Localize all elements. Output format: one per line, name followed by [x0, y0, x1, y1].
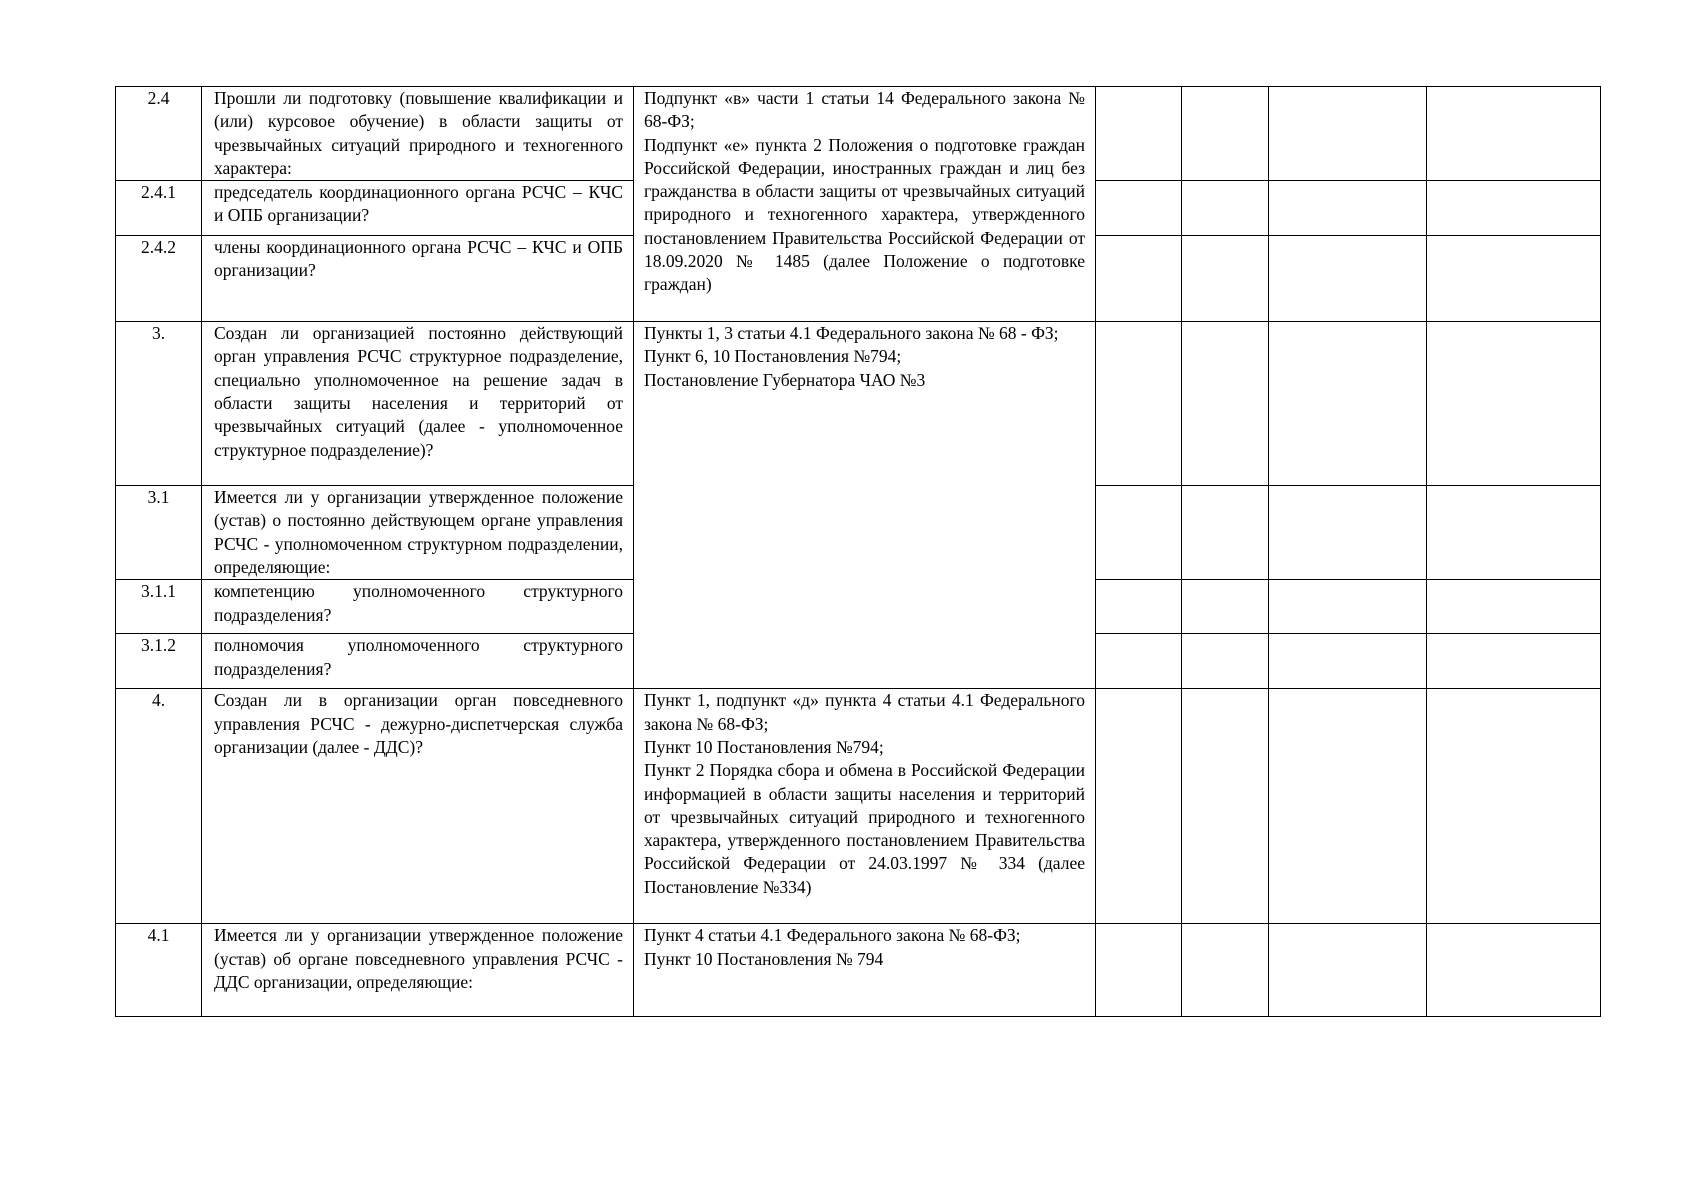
question-text: полномочия уполномоченного структурного подразделения? [202, 634, 634, 689]
question-text: председатель координационного органа РСЧС – КЧС и ОПБ организации? [202, 181, 634, 236]
reference-line: Постановление Губернатора ЧАО №3 [644, 369, 926, 390]
empty-cell [1427, 87, 1601, 181]
reference-line: Пункт 10 Постановления №794; [644, 736, 884, 757]
item-number: 3. [116, 322, 202, 486]
empty-cell [1427, 181, 1601, 236]
empty-cell [1096, 924, 1182, 1017]
empty-cell [1096, 87, 1182, 181]
empty-cell [1182, 181, 1269, 236]
reference-line: Подпункт «е» пункта 2 Положения о подготовке граждан Российской Федерации, иностранных граждан и лиц без гражданства в области защиты от чрезвычайных ситуаций природного и техногенного характера, утвержденного постановлением Правительства Российской Федерации от 18.09.2020 № 1485 (далее Положение о подготовке граждан) [644, 134, 1085, 295]
question-text: Имеется ли у организации утвержденное положение (устав) об органе повседневного управления РСЧС - ДДС организации, определяющие: [202, 924, 634, 1017]
question-text: Создан ли организацией постоянно действующий орган управления РСЧС структурное подразделение, специально уполномоченное на решение задач в области защиты населения и территорий от чрезвычайных ситуаций (далее - уполномоченное структурное подразделение)? [202, 322, 634, 486]
empty-cell [1427, 634, 1601, 689]
empty-cell [1269, 634, 1427, 689]
reference-line: Пункт 10 Постановления № 794 [644, 948, 884, 969]
question-text: члены координационного органа РСЧС – КЧС и ОПБ организации? [202, 236, 634, 322]
empty-cell [1269, 322, 1427, 486]
reference-line: Пункт 6, 10 Постановления №794; [644, 346, 902, 367]
empty-cell [1427, 236, 1601, 322]
empty-cell [1182, 236, 1269, 322]
empty-cell [1182, 322, 1269, 486]
empty-cell [1427, 580, 1601, 634]
empty-cell [1096, 689, 1182, 924]
item-number: 2.4.1 [116, 181, 202, 236]
empty-cell [1182, 634, 1269, 689]
empty-cell [1269, 580, 1427, 634]
reference-line: Пункт 4 статьи 4.1 Федерального закона № 68-ФЗ; [644, 925, 1021, 946]
item-number: 3.1 [116, 486, 202, 580]
legal-reference [634, 689, 1096, 924]
empty-cell [1096, 634, 1182, 689]
empty-cell [1182, 924, 1269, 1017]
empty-cell [1182, 486, 1269, 580]
table-row [116, 924, 1601, 1017]
empty-cell [1096, 181, 1182, 236]
empty-cell [1269, 486, 1427, 580]
reference-line: Пункт 1, подпункт «д» пункта 4 статьи 4.1 Федерального закона № 68-ФЗ; [644, 690, 1085, 734]
empty-cell [1269, 236, 1427, 322]
question-text: Прошли ли подготовку (повышение квалификации и (или) курсовое обучение) в области защиты от чрезвычайных ситуаций природного и техногенного характера: [202, 87, 634, 181]
table-row [116, 689, 1601, 924]
table-row [116, 87, 1601, 181]
question-text: Создан ли в организации орган повседневного управления РСЧС - дежурно-диспетчерская служба организации (далее - ДДС)? [202, 689, 634, 924]
empty-cell [1427, 322, 1601, 486]
empty-cell [1427, 689, 1601, 924]
empty-cell [1427, 924, 1601, 1017]
item-number: 2.4.2 [116, 236, 202, 322]
item-number: 4.1 [116, 924, 202, 1017]
empty-cell [1182, 580, 1269, 634]
legal-reference [634, 924, 1096, 1017]
empty-cell [1269, 689, 1427, 924]
item-number: 3.1.1 [116, 580, 202, 634]
empty-cell [1269, 87, 1427, 181]
item-number: 3.1.2 [116, 634, 202, 689]
empty-cell [1182, 689, 1269, 924]
reference-line: Подпункт «в» части 1 статьи 14 Федерального закона № 68-ФЗ; [644, 88, 1085, 132]
empty-cell [1269, 924, 1427, 1017]
empty-cell [1427, 486, 1601, 580]
reference-line: Пункты 1, 3 статьи 4.1 Федерального закона № 68 - ФЗ; [644, 323, 1059, 344]
empty-cell [1096, 322, 1182, 486]
legal-reference [634, 322, 1096, 689]
empty-cell [1096, 580, 1182, 634]
table-row [116, 322, 1601, 486]
empty-cell [1182, 87, 1269, 181]
question-text: компетенцию уполномоченного структурного подразделения? [202, 580, 634, 634]
reference-line: Пункт 2 Порядка сбора и обмена в Российской Федерации информацией в области защиты населения и территорий от чрезвычайных ситуаций природного и техногенного характера, утвержденного постановлением Правительства Российской Федерации от 24.03.1997 № 334 (далее Постановление №334) [644, 760, 1085, 897]
empty-cell [1269, 181, 1427, 236]
question-text: Имеется ли у организации утвержденное положение (устав) о постоянно действующем органе управления РСЧС - уполномоченном структурном подразделении, определяющие: [202, 486, 634, 580]
item-number: 2.4 [116, 87, 202, 181]
item-number: 4. [116, 689, 202, 924]
legal-reference [634, 87, 1096, 322]
empty-cell [1096, 486, 1182, 580]
empty-cell [1096, 236, 1182, 322]
checklist-table [115, 86, 1601, 1017]
